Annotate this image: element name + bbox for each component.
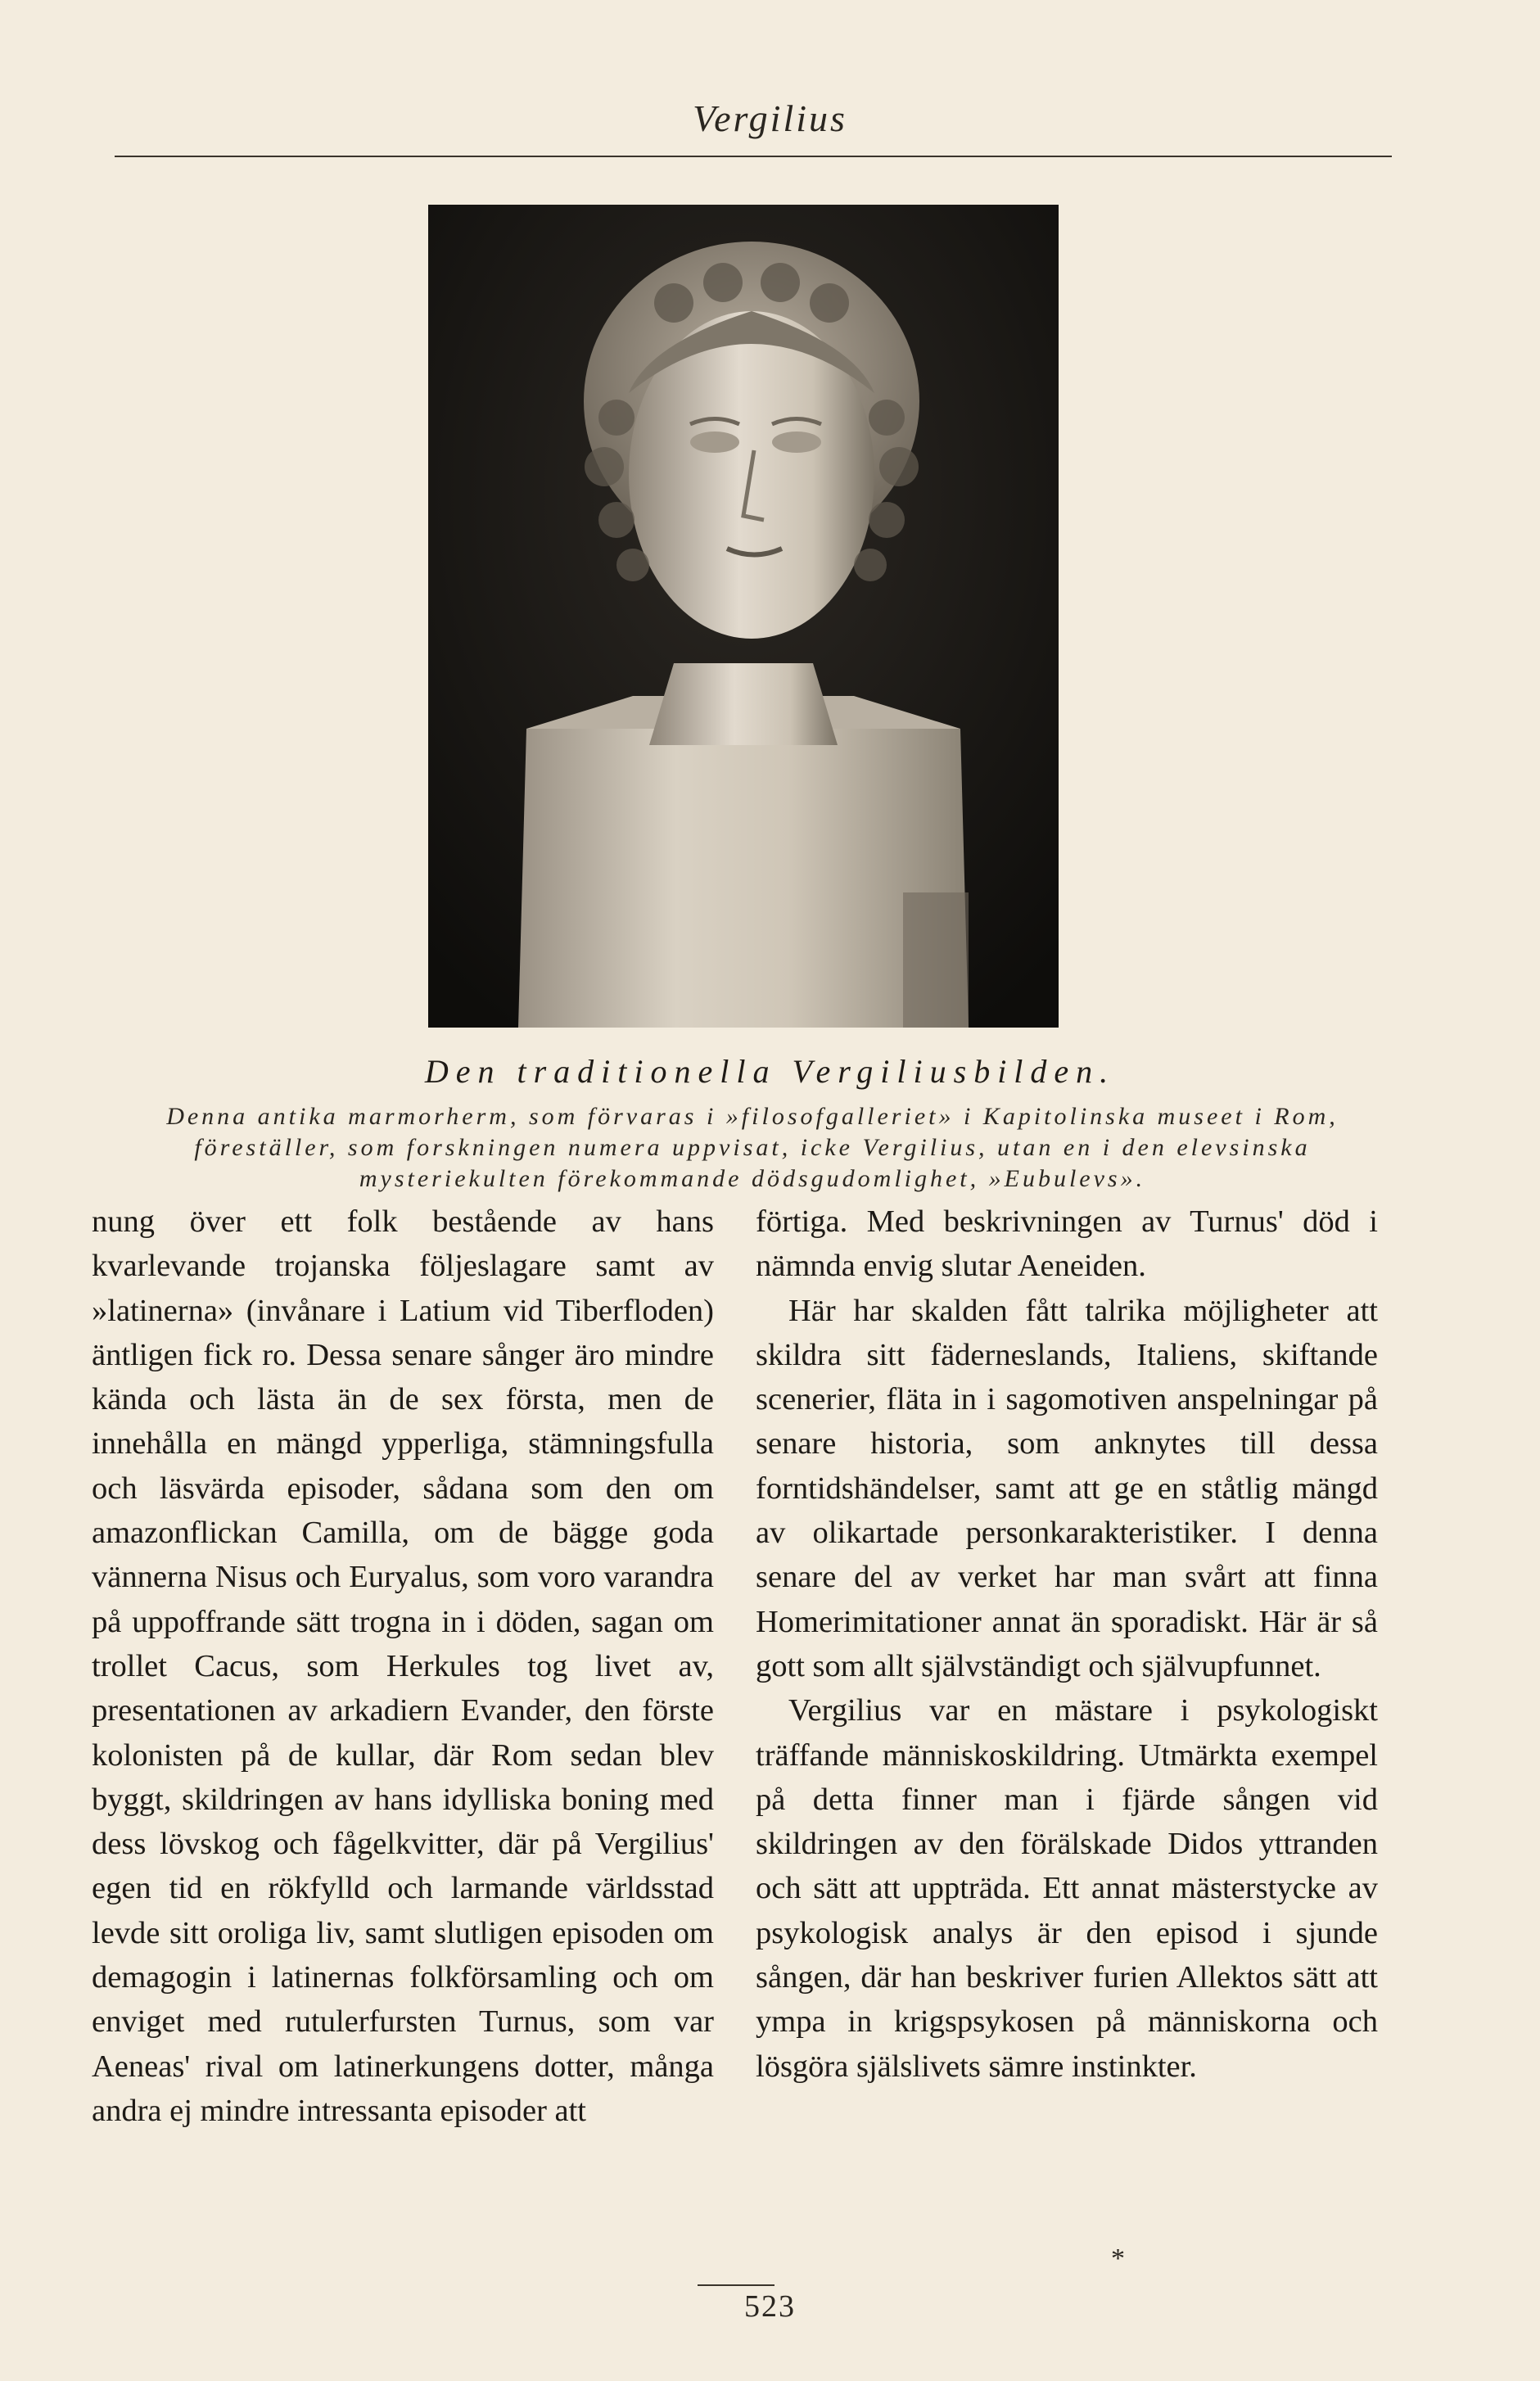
page-number: 523 (744, 2289, 796, 2324)
header-rule (115, 156, 1392, 157)
caption-body: Denna antika marmorherm, som förvaras i »filosofgalleriet» i Kapitolinska museet i Rom, föreställer, som forskningen numera uppvisat, icke Vergilius, utan en i den elevsinska mysteriekulten förekommande dödsgudomlighet, »Eubulevs». (166, 1103, 1339, 1192)
folio-rule (698, 2284, 775, 2286)
left-column (92, 1200, 714, 2133)
paragraph: Vergilius var en mästare i psykologiskt träffande människoskildring. Utmärkta exempel på detta finner man i fjärde sången vid skildringen av den förälskade Didos yttranden och sätt att uppträda. Ett annat mästerstycke av psykologisk analys är den episod i sjunde sången, där han beskriver furien Allektos sätt att ympa in krigspsykosen på människorna och lösgöra själslivets sämre instinkter. (756, 1693, 1378, 2084)
paragraph: Här har skalden fått talrika möjligheter att skildra sitt fäderneslands, Italiens, skiftande scenerier, fläta in i sagomotiven anspelningar på senare historia, som anknytes till dessa forntidshändelser, samt att ge en ståtlig mängd av olikartade personkarakteristiker. I denna senare del av verket har man svårt att finna Homerimitationer annat än sporadiskt. Här är så gott som allt självständigt och självupfunnet. (756, 1293, 1378, 1683)
bust-photograph (428, 205, 1059, 1028)
paragraph: förtiga. Med beskrivningen av Turnus' död i nämnda envig slutar Aeneiden. (756, 1204, 1378, 1284)
paragraph: nung över ett folk bestående av hans kvarlevande trojanska följeslagare samt av »latinerna» (invånare i Latium vid Tiberfloden) äntligen fick ro. Dessa senare sånger äro mindre kända och lästa än de sex första, men de innehålla en mängd ypperliga, stämningsfulla och läsvärda episoder, sådana som den om amazonflickan Camilla, om de bägge goda vännerna Nisus och Euryalus, som voro varandra på uppoffrande sätt trogna in i döden, sagan om trollet Cacus, som Herkules tog livet av, presentationen av arkadiern Evander, den förste kolonisten på de kullar, där Rom sedan blev byggt, skildringen av hans idylliska boning med dess lövskog och fågelkvitter, där på Vergilius' egen tid en rökfylld och larmande världsstad levde sitt oroliga liv, samt slutligen episoden om demagogin i latinernas folkförsamling och om enviget med rutulerfursten Turnus, som var Aeneas' rival om latinerkungens dotter, många andra ej mindre intressanta episoder att (92, 1204, 714, 2128)
running-head: Vergilius (693, 97, 847, 139)
bust-illustration (428, 205, 1059, 1028)
right-column (756, 1200, 1378, 2089)
caption-title: Den traditionella Vergiliusbilden. (424, 1053, 1116, 1090)
section-ornament: * (1111, 2243, 1125, 2274)
